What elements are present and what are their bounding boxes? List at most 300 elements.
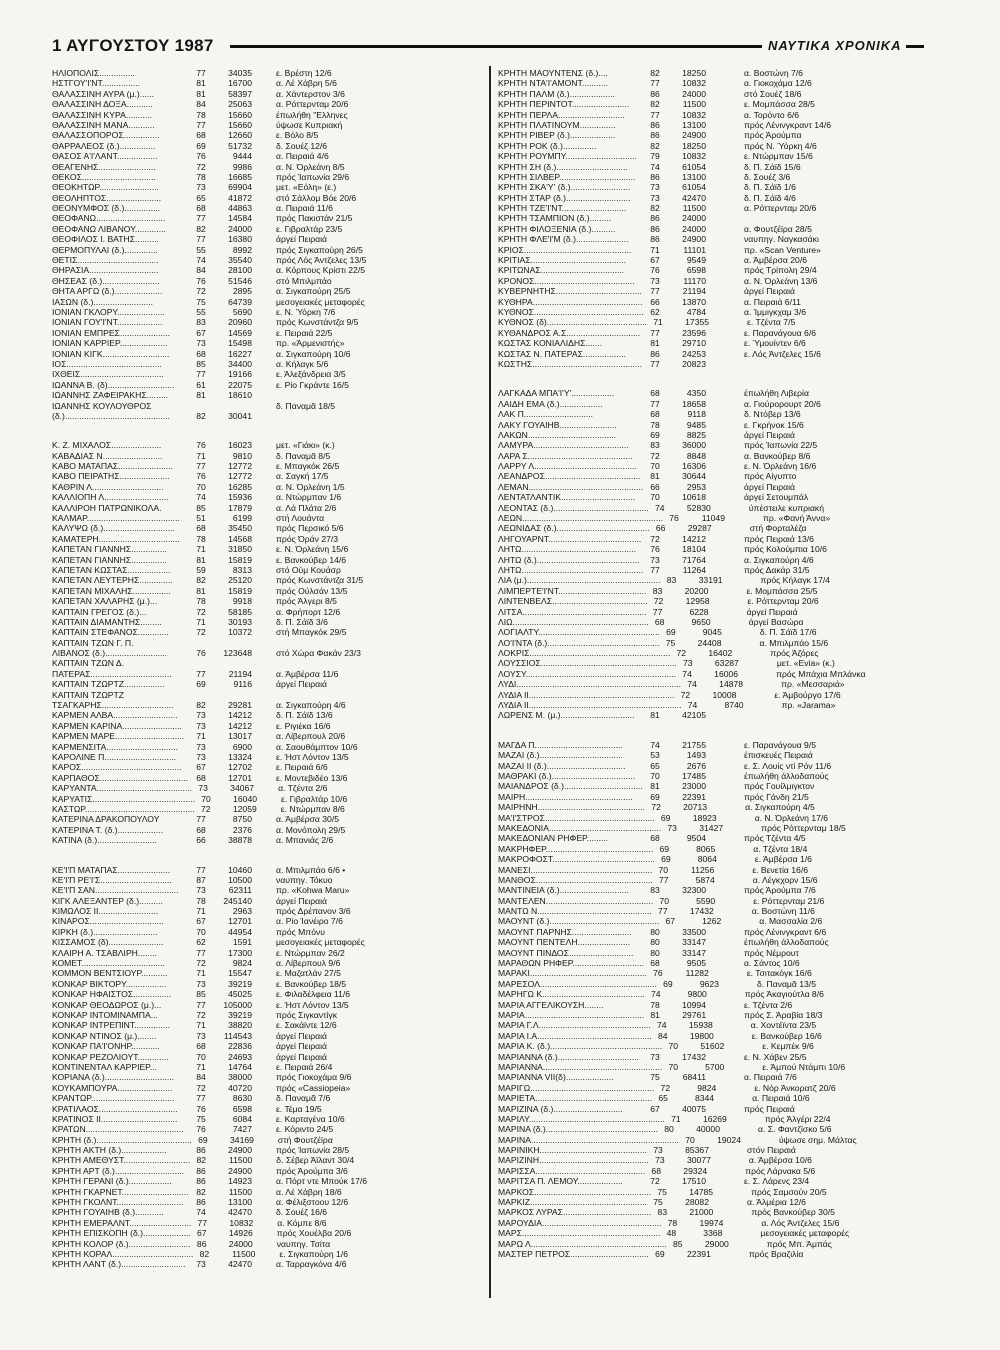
ship-status: α. Γιοκοχάμα 12/6 [744,78,812,89]
built-year: 80 [650,926,660,937]
ship-row [52,172,482,182]
ship-row [498,948,948,958]
ship-name: ΚΟΝΚΑΡ ΠΑ'Ι'ΟΝΗΡ............ [52,1041,160,1052]
tonnage: 21194 [228,668,252,679]
tonnage: 14212 [228,710,252,721]
ship-status: δ. Π. Σάϊδ 3/6 [276,616,328,627]
ship-name: ΚΟΝΚΑΡ ΘΕΟΔΩΡΟΣ (μ.)... [52,999,162,1010]
ship-status: α. Κήλαγκ 5/6 [276,358,329,369]
ship-status: ε. Πειραιά 26/4 [276,1061,333,1072]
built-year: 72 [650,1176,660,1187]
tonnage: 18923 [692,812,717,823]
ship-name: ΘΕΡΜΟΠΥΛΑΙ (δ.).............. [52,244,158,255]
tonnage: 32300 [682,885,706,896]
ship-name: ΚΑΠΤΑΙΝ ΤΖΩΡΤΖ................. [52,679,165,690]
ship-row [498,213,948,223]
ship-name: ΚΩΣΤΗΣ.............................................. [498,358,643,369]
built-year: 71 [650,244,660,255]
ship-name: ΚΟΜΕΤ................................... [52,958,165,969]
ship-status: α. Λά Πλάτα 2/6 [276,502,337,513]
ship-name: ΜΑΝΤΕΛΕΝ............................................. [498,895,654,906]
ship-status: ε. Βανκούβερ 14/6 [276,554,347,565]
ship-row [498,1083,948,1093]
ship-list-section [498,740,948,1260]
ship-name: ΚΡΗΤΗ ΓΚΟΛΝΤ............................ [52,1197,184,1208]
tonnage: 14212 [228,720,252,731]
tonnage: 12701 [228,772,252,783]
ship-row [52,783,482,793]
ship-row [498,317,948,327]
ship-row [498,1031,948,1041]
ship-status: πρός Σ. Άραβία 18/3 [744,1009,823,1020]
tonnage: 63287 [714,658,739,669]
built-year: 81 [650,1009,660,1020]
built-year [190,401,212,411]
built-year: 68 [650,833,660,844]
ship-row [52,1104,482,1114]
built-year: 66 [655,523,666,534]
ship-row [52,1166,482,1176]
tonnage: 10832 [229,1217,254,1228]
ship-status: πρός Βανκούβερ 30/5 [751,1207,835,1218]
built-year: 82 [196,410,206,421]
built-year: 73 [196,1259,206,1270]
built-year [190,690,212,700]
built-year: 83 [650,440,660,451]
ship-name: ΚΑΠΤΑΙΝ ΓΡΕΓΟΣ (δ.)... [52,606,147,617]
ship-status: α. Άμβέρσα 10/6 [748,1155,812,1166]
tonnage: 13017 [228,731,252,742]
ship-status: πρός Λός Άντζελες 13/5 [276,255,367,266]
built-year: 72 [196,606,206,617]
ship-name: ΚΑΠΤΑΙΝ ΔΙΑΜΑΝΤΗΣ......... [52,616,162,627]
built-year: 86 [650,213,660,224]
tonnage: 13100 [228,1197,252,1208]
built-year: 83 [652,585,663,596]
tonnage: 9623 [699,978,719,989]
ship-row [498,896,948,906]
ship-status: πρός Μπ. Άμπάς [766,1238,832,1249]
ship-name: ΜΑΝΕΣΙ................................................... [498,864,653,875]
page-date: 1 ΑΥΓΟΥΣΤΟΥ 1987 [52,36,214,55]
ship-row [498,968,948,978]
ship-status [276,690,482,700]
built-year: 78 [196,596,206,607]
ship-name: ΚΡΗΤΗ ΕΠΙΣΚΟΠΗ (δ.).................... [52,1228,191,1239]
tonnage: 8825 [686,429,706,440]
tonnage: 5590 [696,895,716,906]
tonnage: 23000 [682,781,706,792]
ship-name: ΜΑΘΡΑΚΙ (δ.)................................... [498,771,636,781]
built-year: 74 [682,668,692,679]
ship-status: ε. Σ. Λάρενς 23/4 [744,1176,810,1187]
built-year: 66 [196,835,206,846]
built-year: 77 [652,606,663,617]
ship-status: α. Φουτζέϊρα 28/5 [744,223,812,234]
ship-name: ΘΑΡΡΑΛΕΟΣ (δ.)............... [52,140,156,151]
tonnage: 42470 [228,1207,252,1218]
ship-row [498,328,948,338]
built-year: 79 [650,151,660,162]
ship-status: έπωλήθη άλλοδαπούς [744,937,829,948]
built-year: 68 [196,1041,206,1052]
ship-row [498,224,948,234]
built-year: 86 [650,88,660,99]
ship-row [498,399,948,409]
built-year: 73 [196,885,206,896]
ship-row [498,586,948,596]
ship-row [52,1197,482,1207]
ship-status: μετ. «Εόλη» (ε.) [276,182,337,193]
built-year: 67 [196,1228,207,1239]
tonnage: 24408 [697,637,722,648]
ship-name: ΚΑΒΟ ΠΕΙΡΑΤΗΣ..................... [52,471,170,482]
ship-row [498,1166,948,1176]
tonnage: 15660 [228,109,252,120]
ship-status: δ. Π. Σάϊδ 15/6 [744,161,801,172]
built-year: 69 [666,627,676,638]
ship-row [498,865,948,875]
built-year: 72 [650,450,660,461]
ship-row [498,1020,948,1030]
ship-row [52,596,482,606]
ship-status: πρ. «Scan Venture» [744,244,821,255]
tonnage: 9824 [697,1082,717,1093]
ship-status: άργεί Πειραιά [744,481,795,492]
ship-name: ΚΑΠΤΑΙΝ ΤΖΩΝ Γ. Π. [52,637,134,648]
ship-status: α. Ταρραγκόνα 4/6 [276,1259,347,1270]
ship-status: ε. Μαζατλάν 27/5 [276,968,341,979]
ship-row [498,471,948,481]
ship-status: α. Λέ Χάβρη 18/6 [276,1186,342,1197]
ship-name: Κ. Ζ. ΜΙΧΑΛΟΣ..................... [52,440,162,451]
ship-status: α. Άμβέρσα 11/6 [276,668,339,679]
built-year: 74 [196,255,206,266]
ship-name: ΚΟΝΚΑΡ ΒΙΚΤΟΡΥ................. [52,978,167,989]
ship-status: α. Τζέντα 2/6 [278,783,328,794]
built-year: 76 [196,151,206,162]
ship-row [52,1176,482,1186]
built-year: 62 [650,306,660,317]
ship-status: άργεί Πειραιά [276,1051,327,1062]
ship-row [52,1249,482,1259]
ship-status: άργεί Σετουμπάλ [744,492,809,503]
ship-row [52,276,482,286]
ship-name: ΚΑΜΑΤΕΡΗ.................................. [52,533,180,544]
ship-row [498,710,948,720]
tonnage: 9918 [232,596,252,607]
built-year: 70 [658,864,669,875]
built-year: 73 [650,1051,660,1062]
ship-row [52,825,482,835]
ship-name: ΚΟΝΚΑΡ ΗΦΑΙΣΤΟΣ................ [52,989,172,1000]
built-year: 77 [659,874,669,885]
built-year: 70 [685,1134,695,1145]
ship-name: ΚΑΤΕΡΙΝΑ ΔΡΑΚΟΠΟΥΛΟΥ [52,814,160,825]
ship-status [276,638,482,648]
ship-name: ΜΑΚΡΟΦΟΣΤ........................................... [498,854,655,865]
tonnage: 22075 [228,379,252,390]
ship-row [52,607,482,617]
ship-status: α. Ν. Όρλεάνη 13/6 [744,275,818,286]
tonnage: 28100 [228,265,252,276]
ship-status: ε. Βανκούβερ 18/5 [276,978,347,989]
ship-status: ε. Άμπού Ντάμπι 10/6 [762,1061,846,1072]
ship-name: ΙΟΝΙΑΝ ΓΟΥ'Ι'ΝΤ................... [52,317,163,328]
ship-name: ΘΕΟΛΗΠΤΟΣ....................... [52,192,162,203]
built-year: 73 [196,338,206,349]
ship-row [498,958,948,968]
ship-row [498,265,948,275]
ship-name: ΚΡΗΤΗ ΡΟΚ (δ.).............. [498,140,597,151]
built-year: 72 [196,1082,206,1093]
column-divider [489,66,491,1298]
ship-status: ε. Ρόττερνταμ 20/6 [747,596,819,607]
ship-status: α. Λίβερπουλ 20/6 [276,731,346,742]
ship-status: πρός Ν. Ύόρκη 4/6 [744,140,817,151]
ship-row [498,297,948,307]
tonnage: 9444 [232,151,252,162]
tonnage: 8740 [724,700,744,711]
ship-row [52,617,482,627]
ship-name: ΛΙΝΤΕΝΒΕΛΣ........................................ [498,596,648,607]
tonnage: 8848 [686,450,706,461]
ship-row [52,565,482,575]
built-year: 86 [196,1197,206,1208]
ship-name: ΚΑΠΕΤΑΝ ΜΙΧΑΛΗΣ................ [52,585,171,596]
ship-row [498,409,948,419]
ship-name: ΜΑΡΣ.......................................................... [498,1228,661,1239]
ship-status: στόν Πειραιά [747,1145,796,1156]
ship-status: πρός Άλγερι 8/5 [276,596,337,607]
built-year: 81 [650,781,660,792]
ship-status: πρός Ρόττερνταμ 18/5 [761,822,846,833]
ship-name: ΚΟΝΤΙΝΕΝΤΑΛ ΚΑΡΡΙΕΡ... [52,1061,157,1072]
tonnage: 9118 [687,409,706,420]
ship-name: ΛΗΤΩ (δ.)........................................... [498,554,640,565]
tonnage: 5700 [705,1061,725,1072]
tonnage: 64739 [228,296,252,307]
tonnage: 24693 [228,1051,252,1062]
ship-status: δ. Π. Σάϊδ 13/6 [276,710,333,721]
built-year: 84 [196,99,206,110]
tonnage: 16023 [228,440,252,451]
ship-name: ΛΕΟΝΤΑΣ (δ.)........................................ [498,502,649,513]
ship-row [498,1104,948,1114]
ship-row [498,627,948,637]
ship-name: ΚΑΠΕΤΑΝ ΧΑΛΑΡΗΣ (μ.)... [52,596,158,607]
built-year: 81 [196,585,206,596]
ship-row [498,68,948,78]
ship-name: ΜΑΡΙΑΝΝΑ VII(δ).................... [498,1072,614,1083]
ship-status: ναυπηγ. Ναγκασάκι [744,234,819,245]
ship-status: α. Ν. Όρλεάνη 1/5 [276,481,345,492]
ship-row [52,99,482,109]
ship-row [52,349,482,359]
ship-name: ΘΗΡΑΣΙΑ............................. [52,265,159,276]
tonnage: 1493 [686,750,706,761]
ship-status: άργεί Πειραιά [276,679,327,690]
ship-status: δ. Ντόβερ 13/6 [744,409,801,420]
built-year: 81 [196,78,206,89]
built-year: 78 [196,171,206,182]
tonnage: 1591 [232,937,252,948]
built-year: 78 [650,999,660,1010]
ship-status: α. Άμβέρσα 30/5 [276,814,340,825]
tonnage: 6084 [232,1113,252,1124]
tonnage: 10618 [682,492,706,503]
ship-name: ΘΑΛΑΣΣΙΝΗ ΔΟΞΑ........... [52,99,153,110]
tonnage: 17879 [228,502,252,513]
tonnage: 11101 [683,244,706,255]
tonnage: 13870 [682,296,706,307]
ship-name: ΛΕΩΝΙΔΑΣ (δ.)....................................... [498,523,650,534]
ship-status: πρός Πειραιά 13/6 [744,533,814,544]
tonnage: 9650 [691,616,711,627]
tonnage: 17485 [682,771,706,781]
tonnage [212,690,276,700]
tonnage: 2376 [232,824,252,835]
ship-status: ε. Ν. Όρλεάνη 15/6 [276,544,349,555]
tonnage: 18250 [682,140,706,151]
ship-row [52,710,482,720]
ship-status: α. Σιγκαπούρη 4/6 [744,554,814,565]
ship-status: δ. Π. Σάϊδ 1/6 [744,182,796,193]
ship-status: α. Σαουθάμπτον 10/6 [276,741,358,752]
ship-name: ΜΑΙΡΗΝΗ............................................. [498,802,646,813]
ship-status: ε. Άμβούργο 17/6 [774,689,841,700]
ship-row [498,430,948,440]
tonnage: 16306 [682,461,706,472]
ship-row [52,1259,482,1269]
ship-name: ΜΑΡΙΖΙΝΗ.............................................. [498,1155,649,1166]
ship-name: ΜΑΝΘΟΣ................................................. [498,874,653,885]
ship-status: ε. Φιλαδέλφεια 11/6 [276,989,351,1000]
ship-status: στό Χώρα Φακάν 23/3 [276,648,361,659]
ship-status: α. Σιγκαπούρη 4/5 [745,802,815,813]
ship-name: ΜΑΡΩ Λ......................................................... [498,1238,667,1249]
built-year: 72 [196,286,206,297]
tonnage: 71764 [682,554,706,565]
ship-status: α. Πειραιά 6/11 [744,296,801,307]
tonnage: 20200 [684,585,709,596]
ship-status: ναυπηγ. Τόκυο [276,874,333,885]
ship-row [52,690,482,700]
built-year: 73 [653,1145,663,1156]
ship-row [498,1249,948,1259]
built-year: 67 [196,327,206,338]
ship-name: ΘΗΤΑ ΑΡΓΩ (δ.).................... [52,286,163,297]
ship-name: ΚΟΜΜΟΝ ΒΕΝΤΣΙΟΥΡ........... [52,968,168,979]
ship-status: α. Ν. Όρλεάνη 8/5 [276,161,345,172]
ship-status: πρός Ίαπωνία 22/5 [744,440,818,451]
ship-name: ΜΑΝΤΙΝΕΙΑ (δ.)............................. [498,885,629,896]
tonnage: 11500 [228,1186,252,1197]
tonnage: 245140 [223,895,252,906]
ship-name: ΛΗΤΩ................................................... [498,564,644,575]
built-year: 78 [196,895,206,906]
ship-status: ε. Μομπάσσα 28/5 [744,99,815,110]
built-year: 75 [196,296,206,307]
built-year: 77 [650,564,660,575]
ship-name: ΙΟΝΙΑΝ ΚΙΓΚ............................ [52,348,170,359]
ship-name: ΛΙΤΣΑ.................................................... [498,606,647,617]
built-year: 77 [197,1217,208,1228]
ship-name: ΜΑΙΑΝΔΡΟΣ (δ.)................................. [498,781,643,792]
tonnage: 8750 [232,814,252,825]
tonnage: 21755 [682,739,706,750]
built-year: 74 [655,502,665,513]
tonnage: 9810 [232,450,252,461]
ship-status: α. Φέλιξστοου 12/6 [276,1197,349,1208]
built-year: 65 [196,192,206,203]
tonnage: 36000 [682,440,706,451]
ship-status: α. Κόρπους Κρίστι 22/5 [276,265,365,276]
ship-status: ε. Ν. Όρλεάνη 16/6 [744,461,817,472]
ship-row [52,544,482,554]
ship-status: πρός Ούλσάν 13/5 [276,585,348,596]
ship-row [52,1072,482,1082]
ship-row [498,740,948,750]
tonnage: 9504 [686,833,706,844]
ship-row [498,193,948,203]
ship-name: ΘΗΣΕΑΣ (δ.)........................ [52,275,160,286]
ship-status: α. Ντώρμπαν 1/6 [276,492,342,503]
tonnage: 19800 [689,1030,714,1041]
built-year: 70 [650,461,660,472]
tonnage: 11500 [229,1155,253,1166]
built-year: 76 [196,275,206,286]
ship-list-section [52,865,482,1270]
ship-status: μετ. «Evia» (κ.) [776,658,835,669]
ship-name: ΚΙΡΚΗ (δ.)........................... [52,926,158,937]
tonnage: 9116 [233,679,252,690]
ship-row [498,245,948,255]
built-year: 74 [657,1020,667,1031]
ship-status: στό Σουέζ 18/6 [744,88,802,99]
built-year: 83 [666,575,677,586]
ship-name: ΚΑΡΜΕΝ ΚΑΡΙΝΑ......................... [52,720,182,731]
ship-name: ΚΑΡΜΕΝ ΑΛΒΑ........................... [52,710,178,721]
ship-status: α. Άμβέρσα 20/6 [744,255,808,266]
built-year: 74 [650,739,660,750]
ship-status: α. Σιγκαπούρη 10/6 [276,348,351,359]
tonnage [212,638,276,648]
ship-name: ΛΟΚΡΙΣ........................................................... [498,648,671,659]
ship-status: ε. Γιβραλτάρ 10/6 [281,793,348,804]
ship-status: στό Σάλλομ Βόε 20/6 [276,192,357,203]
ship-name: ΜΑΡΙΑ Κ. (δ.)............................................... [498,1041,663,1052]
ship-status: ε. Ντώρμπαν 8/6 [280,803,345,814]
built-year: 67 [665,916,676,927]
built-year: 86 [196,1145,206,1156]
ship-row [498,1176,948,1186]
ship-name: ΜΑΡΙΤΣΑ Π. ΛΕΜΟΥ................... [498,1176,623,1187]
tonnage: 33147 [682,937,706,948]
tonnage: 105000 [223,999,252,1010]
ship-name: ΜΑΡΗΓΩ Κ........................................... [498,989,645,1000]
ship-name: ΚΑΛΜΑΡ....................................... [52,513,180,524]
ship-name: ΚΑΘΡΙΝ Λ.............................. [52,481,164,492]
built-year: 72 [650,533,660,544]
tonnage: 9045 [702,627,722,638]
ship-list-section [498,388,948,721]
tonnage: 34169 [230,1134,254,1145]
ship-status: δ. Παναμᾶ 13/5 [756,978,816,989]
tonnage: 5874 [695,874,715,885]
built-year: 68 [196,523,206,534]
tonnage: 17355 [685,317,710,328]
